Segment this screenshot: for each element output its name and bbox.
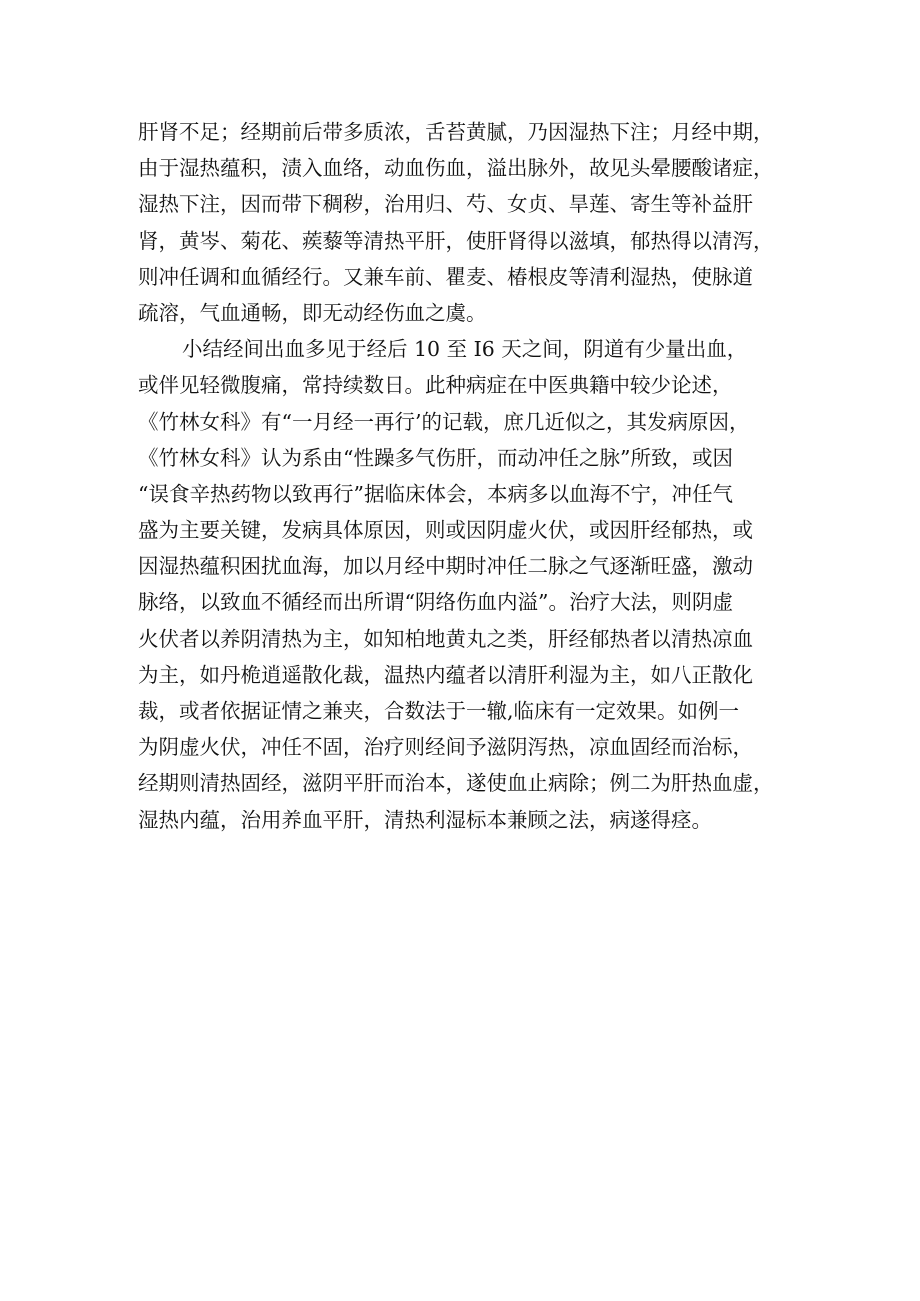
- text-line: 肾，黄岑、菊花、蒺藜等清热平肝，使肝肾得以滋填，郁热得以清泻，: [138, 228, 774, 253]
- paragraph-2: [138, 331, 798, 838]
- text-line: 脉络，以致血不循经而出所谓“阴络伤血内溢”。治疗大法，则阴虚: [138, 590, 733, 615]
- body-text: [138, 114, 798, 838]
- text-line: 火伏者以养阴清热为主，如知柏地黄丸之类，肝经郁热者以清热凉血: [138, 626, 753, 651]
- text-line: 由于湿热蕴积，渍入血络，动血伤血，溢出脉外，故见头晕腰酸诸症，: [138, 156, 774, 181]
- text-line: 或伴见轻微腹痛，常持续数日。此种病症在中医典籍中较少论述，: [138, 373, 733, 398]
- text-line: 经期则清热固经，滋阴平肝而治本，遂使血止病除；例二为肝热血虚，: [138, 771, 774, 796]
- paragraph-1: [138, 114, 798, 331]
- text-line: 为主，如丹桅逍遥散化裁，温热内蕴者以清肝利湿为主，如八正散化: [138, 662, 753, 687]
- text-line: 《竹林女科》认为系由“性躁多气伤肝，而动冲任之脉”所致，或因: [138, 445, 733, 470]
- text-line: 湿热下注，因而带下稠秽，治用归、芍、女贞、旱莲、寄生等补益肝: [138, 192, 753, 217]
- text-line: 为阴虚火伏，冲任不固，治疗则经间予滋阴泻热，凉血固经而治标，: [138, 735, 753, 760]
- text-line: 因湿热蕴积困扰血海，加以月经中期时冲任二脉之气逐渐旺盛，激动: [138, 554, 753, 579]
- text-line: “误食辛热药物以致再行”据临床体会，本病多以血海不宁，冲任气: [138, 481, 733, 506]
- text-line: 湿热内蕴，治用养血平肝，清热利湿标本兼顾之法，病遂得痉。: [138, 807, 712, 832]
- text-line: 裁，或者依据证情之兼夹，合数法于一辙,临床有一定效果。如例一: [138, 699, 740, 723]
- text-line: 疏溶，气血通畅，即无动经伤血之虞。: [138, 300, 487, 325]
- text-line: 肝肾不足；经期前后带多质浓，舌苔黄腻，乃因湿热下注；月经中期，: [138, 120, 774, 144]
- text-line: 则冲任调和血循经行。又兼车前、瞿麦、椿根皮等清利湿热，使脉道: [138, 264, 753, 289]
- text-line: 小结经间出血多见于经后 10 至 I6 天之间，阴道有少量出血，: [182, 337, 748, 362]
- text-line: 盛为主要关键，发病具体原因，则或因阴虚火伏，或因肝经郁热，或: [138, 518, 753, 543]
- text-line: 《竹林女科》有“一月经一再行’的记载，庶几近似之，其发病原因，: [138, 409, 750, 434]
